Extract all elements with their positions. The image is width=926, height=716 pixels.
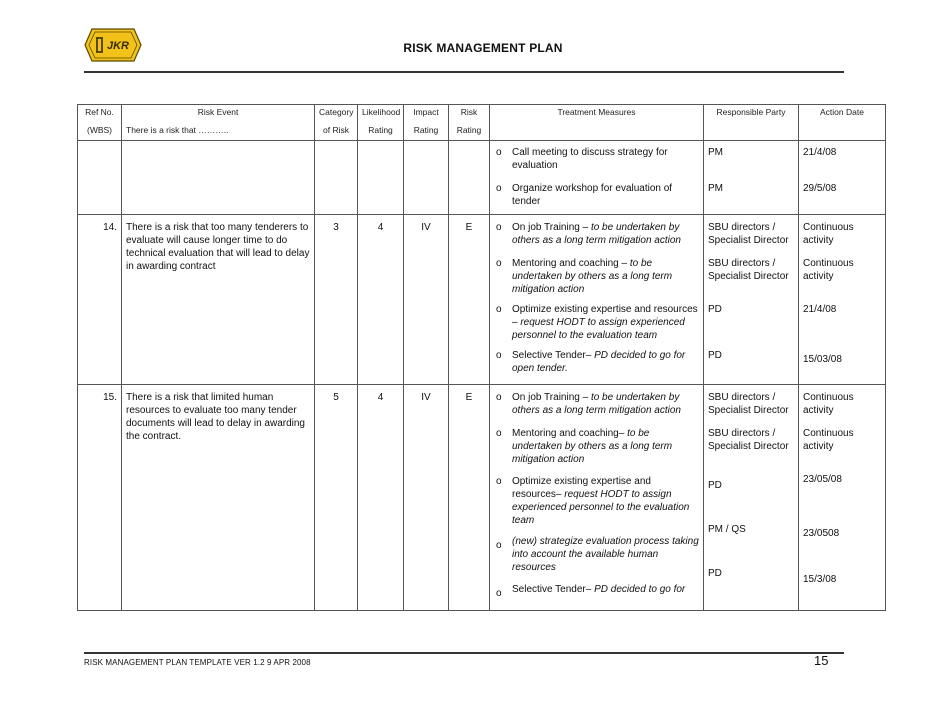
measure-item: o Mentoring and coaching– to be undertaken by others as a long term mitigation action: [496, 428, 673, 465]
event-cell: There is a risk that too many tenderers to evaluate will cause longer time to do technical evaluation that will lead to delay in awarding contract: [122, 215, 315, 385]
bullet-icon: o: [496, 304, 502, 315]
bullet-icon: o: [496, 183, 502, 194]
date-cell: 21/4/08 29/5/08: [799, 141, 886, 215]
ref-cell: [78, 141, 122, 215]
page-number: 15: [814, 653, 829, 668]
measure-item: o Mentoring and coaching – to be undertaken by others as a long term mitigation action: [496, 258, 673, 295]
footer-divider: [84, 652, 844, 654]
header-impact: Impact Rating: [404, 105, 449, 141]
date-cell: Continuous activity Continuous activity 23/05/08 23/0508 15/3/08: [799, 385, 886, 611]
table-header-row: [78, 105, 886, 141]
party-cell: PM PM: [704, 141, 799, 215]
header-event: Risk Event There is a risk that ………..: [122, 105, 315, 141]
risk-table: [77, 104, 886, 611]
header-date: Action Date: [799, 105, 886, 141]
event-cell: [122, 141, 315, 215]
table-row: [78, 141, 886, 215]
header-divider: [84, 71, 844, 73]
measure-item: o Selective Tender– PD decided to go for open tender.: [496, 350, 686, 374]
document-title: RISK MANAGEMENT PLAN: [403, 41, 563, 55]
measure-item: o On job Training – to be undertaken by others as a long term mitigation action: [496, 222, 681, 246]
measure-item: o Call meeting to discuss strategy for evaluation: [496, 147, 668, 171]
impact-cell: IV: [404, 215, 449, 385]
category-cell: 5: [315, 385, 358, 611]
bullet-icon: o: [496, 258, 502, 269]
risk-cell: [449, 141, 490, 215]
likelihood-cell: 4: [358, 385, 404, 611]
measure-item: o On job Training – to be undertaken by others as a long term mitigation action: [496, 392, 681, 416]
bullet-icon: o: [496, 588, 502, 599]
bullet-icon: o: [496, 350, 502, 361]
ref-cell: 14.: [78, 215, 122, 385]
header-party: Responsible Party: [704, 105, 799, 141]
bullet-icon: o: [496, 222, 502, 233]
risk-cell: E: [449, 385, 490, 611]
risk-cell: E: [449, 215, 490, 385]
bullet-icon: o: [496, 147, 502, 158]
measures-cell: [490, 215, 704, 385]
likelihood-cell: [358, 141, 404, 215]
measures-cell: [490, 141, 704, 215]
measure-item: o (new) strategize evaluation process taking into account the available human resources: [496, 536, 699, 573]
category-cell: 3: [315, 215, 358, 385]
header-treatment: Treatment Measures: [490, 105, 704, 141]
bullet-icon: o: [496, 476, 502, 487]
bullet-icon: o: [496, 392, 502, 403]
impact-cell: IV: [404, 385, 449, 611]
party-cell: SBU directors / Specialist Director SBU directors / Specialist Director PD PM / QS PD: [704, 385, 799, 611]
bullet-icon: o: [496, 428, 502, 439]
footer-template-version: RISK MANAGEMENT PLAN TEMPLATE VER 1.2 9 APR 2008: [84, 658, 311, 667]
header-risk: Risk Rating: [449, 105, 490, 141]
likelihood-cell: 4: [358, 215, 404, 385]
party-cell: SBU directors / Specialist Director SBU directors / Specialist Director PD PD: [704, 215, 799, 385]
header-ref: Ref No. (WBS): [78, 105, 122, 141]
header-category: Category of Risk: [315, 105, 358, 141]
table-row: [78, 385, 886, 611]
header-likelihood: Likelihood Rating: [358, 105, 404, 141]
impact-cell: [404, 141, 449, 215]
table-row: [78, 215, 886, 385]
measure-item: o Selective Tender– PD decided to go for: [496, 584, 686, 599]
bullet-icon: o: [496, 540, 502, 551]
date-cell: Continuous activity Continuous activity 21/4/08 15/03/08: [799, 215, 886, 385]
measure-item: o Optimize existing expertise and resources– request HODT to assign experienced personnel to the evaluation team: [496, 476, 690, 526]
measures-cell: [490, 385, 704, 611]
ref-cell: 15.: [78, 385, 122, 611]
logo-text: JKR: [106, 40, 130, 52]
event-cell: There is a risk that limited human resources to evaluate too many tender documents will lead to delay in awarding the contract.: [122, 385, 315, 611]
category-cell: [315, 141, 358, 215]
measure-item: o Organize workshop for evaluation of tender: [496, 183, 673, 207]
measure-item: o Optimize existing expertise and resources – request HODT to assign experienced personnel to the evaluation team: [496, 304, 698, 341]
